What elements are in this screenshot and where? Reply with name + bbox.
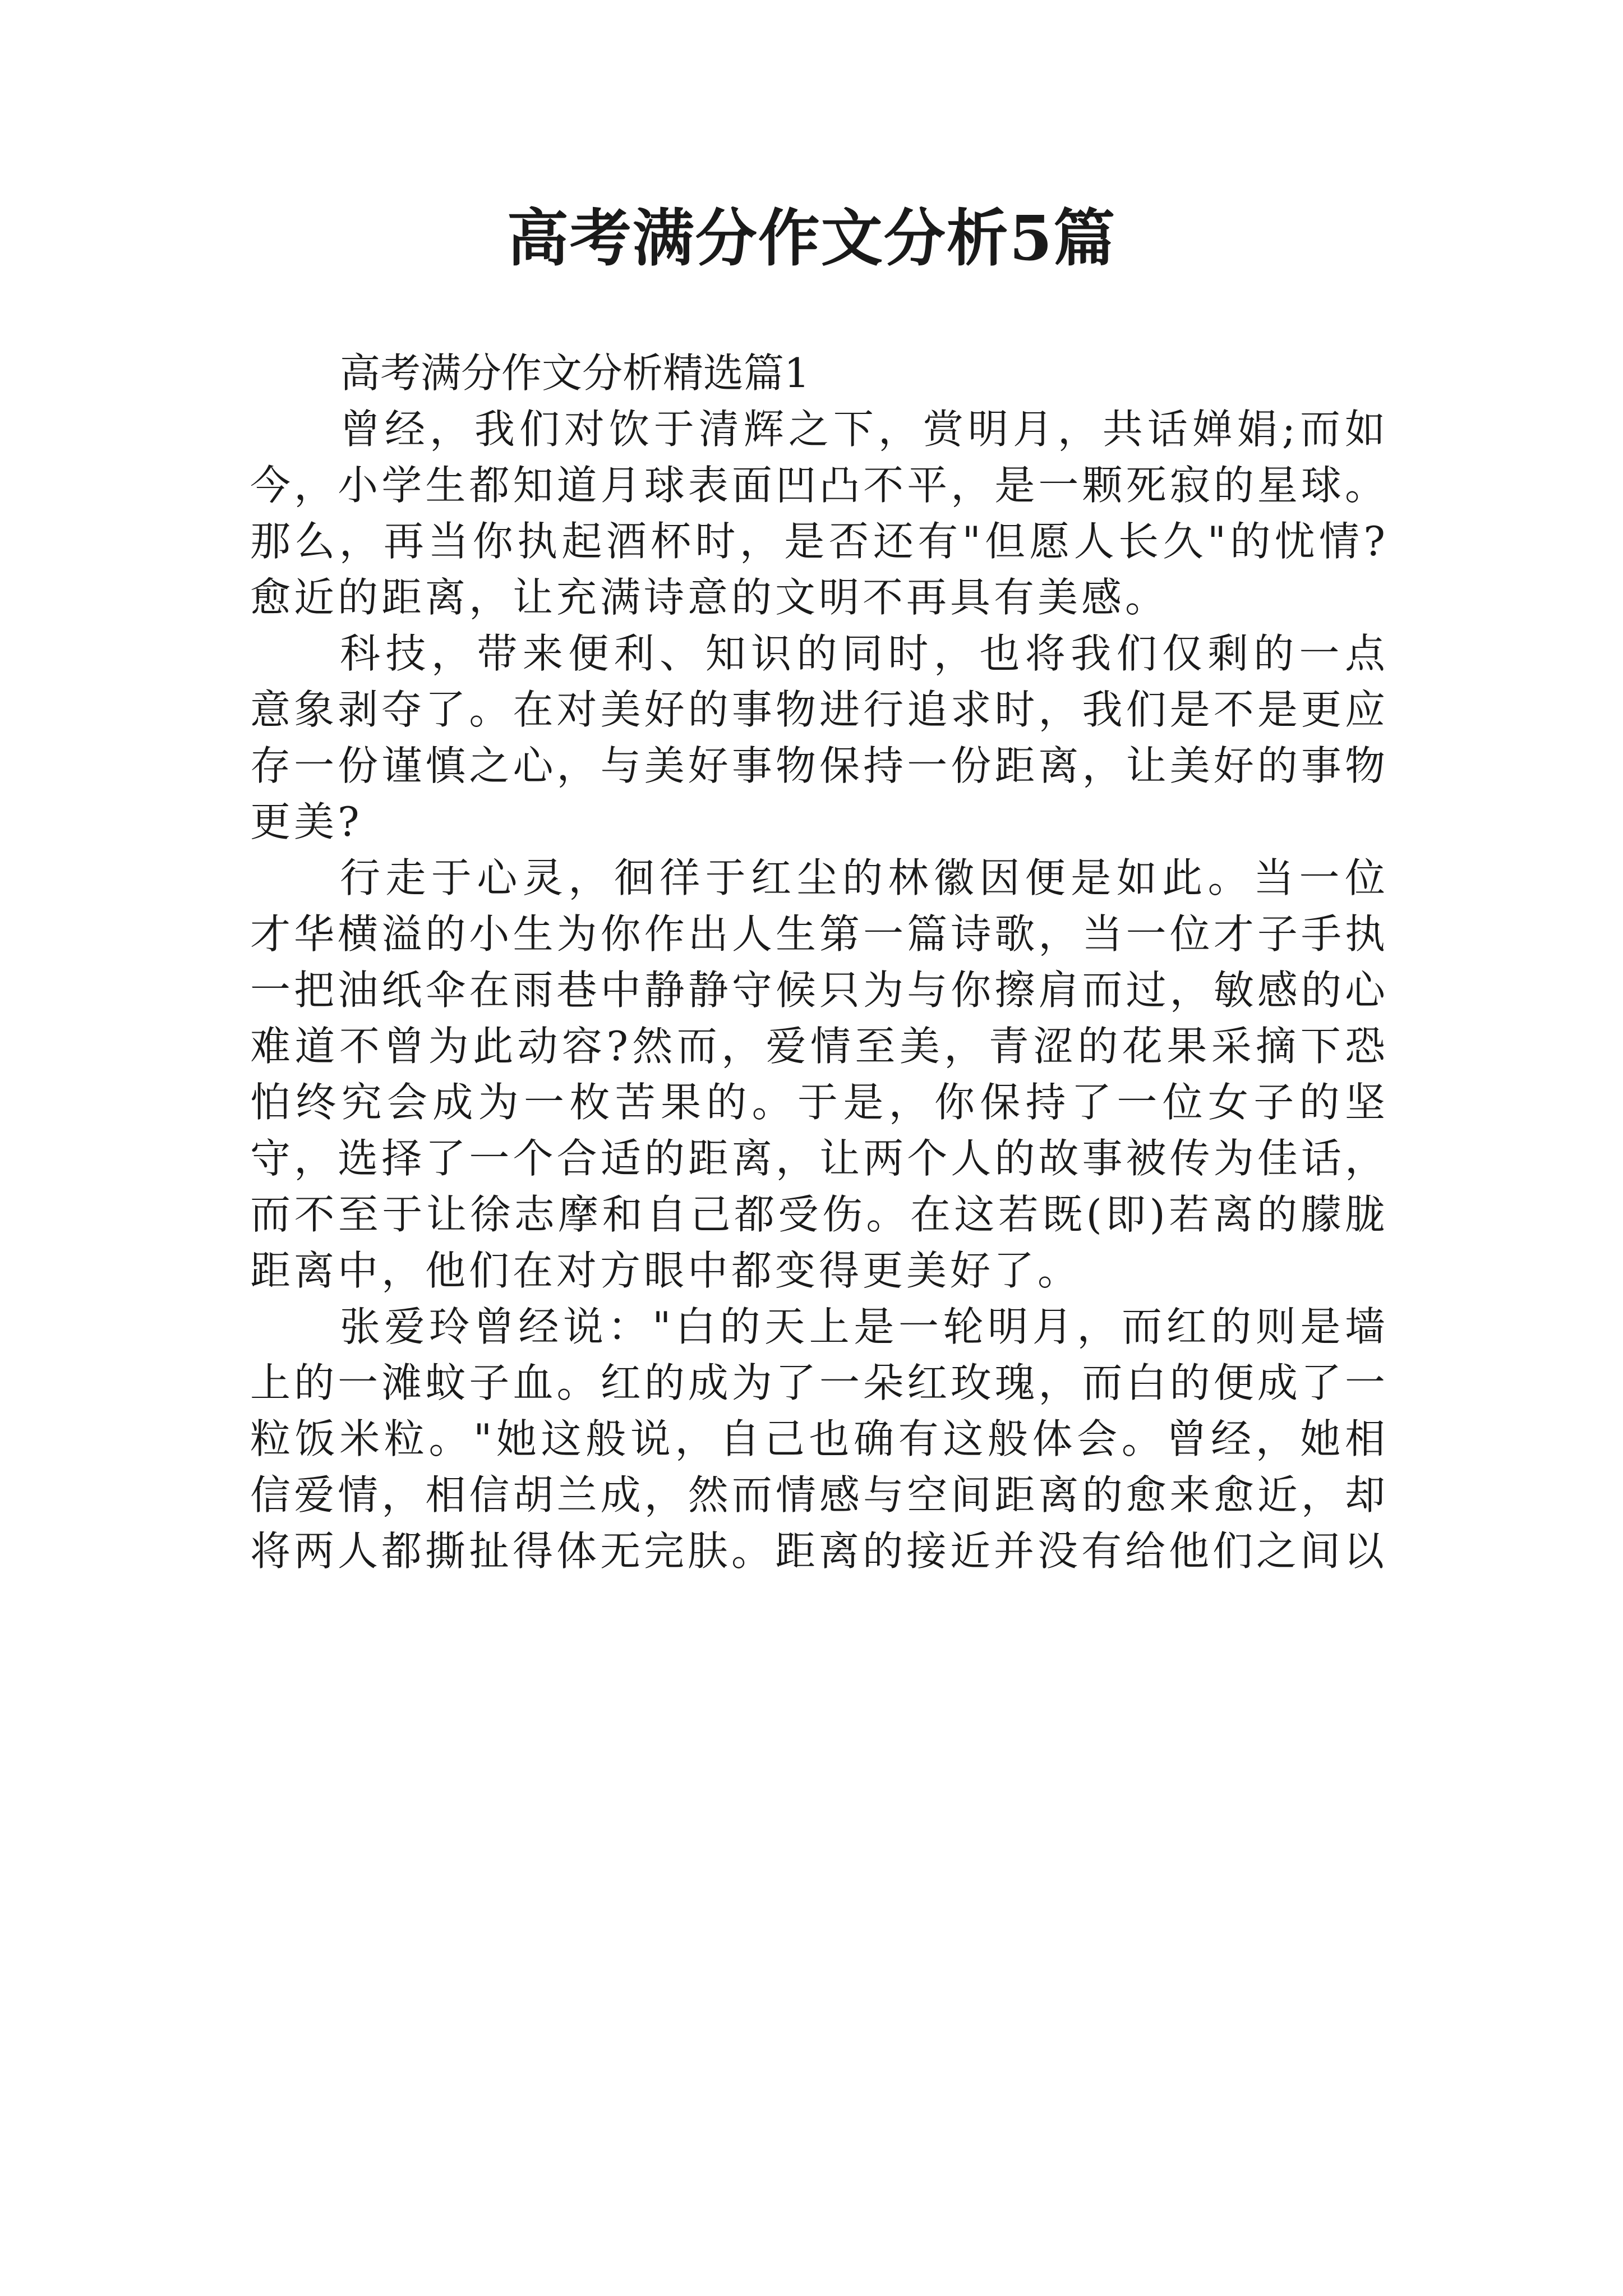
paragraph-1: 曾经，我们对饮于清辉之下，赏明月，共话婵娟;而如今，小学生都知道月球表面凹凸不平，是一颗死寂的星球。那么，再当你执起酒杯时，是否还有"但愿人长久"的忧情?愈近的距离，让充满诗意的文明不再具有美感。 [250,406,1389,621]
paragraph-4: 张爱玲曾经说："白的天上是一轮明月，而红的则是墙上的一滩蚊子血。红的成为了一朵红玫瑰，而白的便成了一粒饭米粒。"她这般说，自己也确有这般体会。曾经，她相信爱情，相信胡兰成，然而情感与空间距离的愈来愈近，却将两人都撕扯得体无完肤。距离的接近并没有给他们之间以 [250,1303,1389,1575]
document-title: 高考满分作文分析5篇 [506,202,1117,274]
paragraph-3: 行走于心灵，徊徉于红尘的林徽因便是如此。当一位才华横溢的小生为你作出人生第一篇诗歌，当一位才子手执一把油纸伞在雨巷中静静守候只为与你擦肩而过，敏感的心难道不曾为此动容?然而，爱情至美，青涩的花果采摘下恐怕终究会成为一枚苦果的。于是，你保持了一位女子的坚守，选择了一个合适的距离，让两个人的故事被传为佳话，而不至于让徐志摩和自己都受伤。在这若既(即)若离的朦胧距离中，他们在对方眼中都变得更美好了。 [250,854,1389,1294]
section-heading: 高考满分作文分析精选篇1 [340,349,810,397]
document-body [250,345,1389,1579]
paragraph-2: 科技，带来便利、知识的同时，也将我们仅剩的一点意象剥夺了。在对美好的事物进行追求时，我们是不是更应存一份谨慎之心，与美好事物保持一份距离，让美好的事物更美? [250,630,1389,845]
